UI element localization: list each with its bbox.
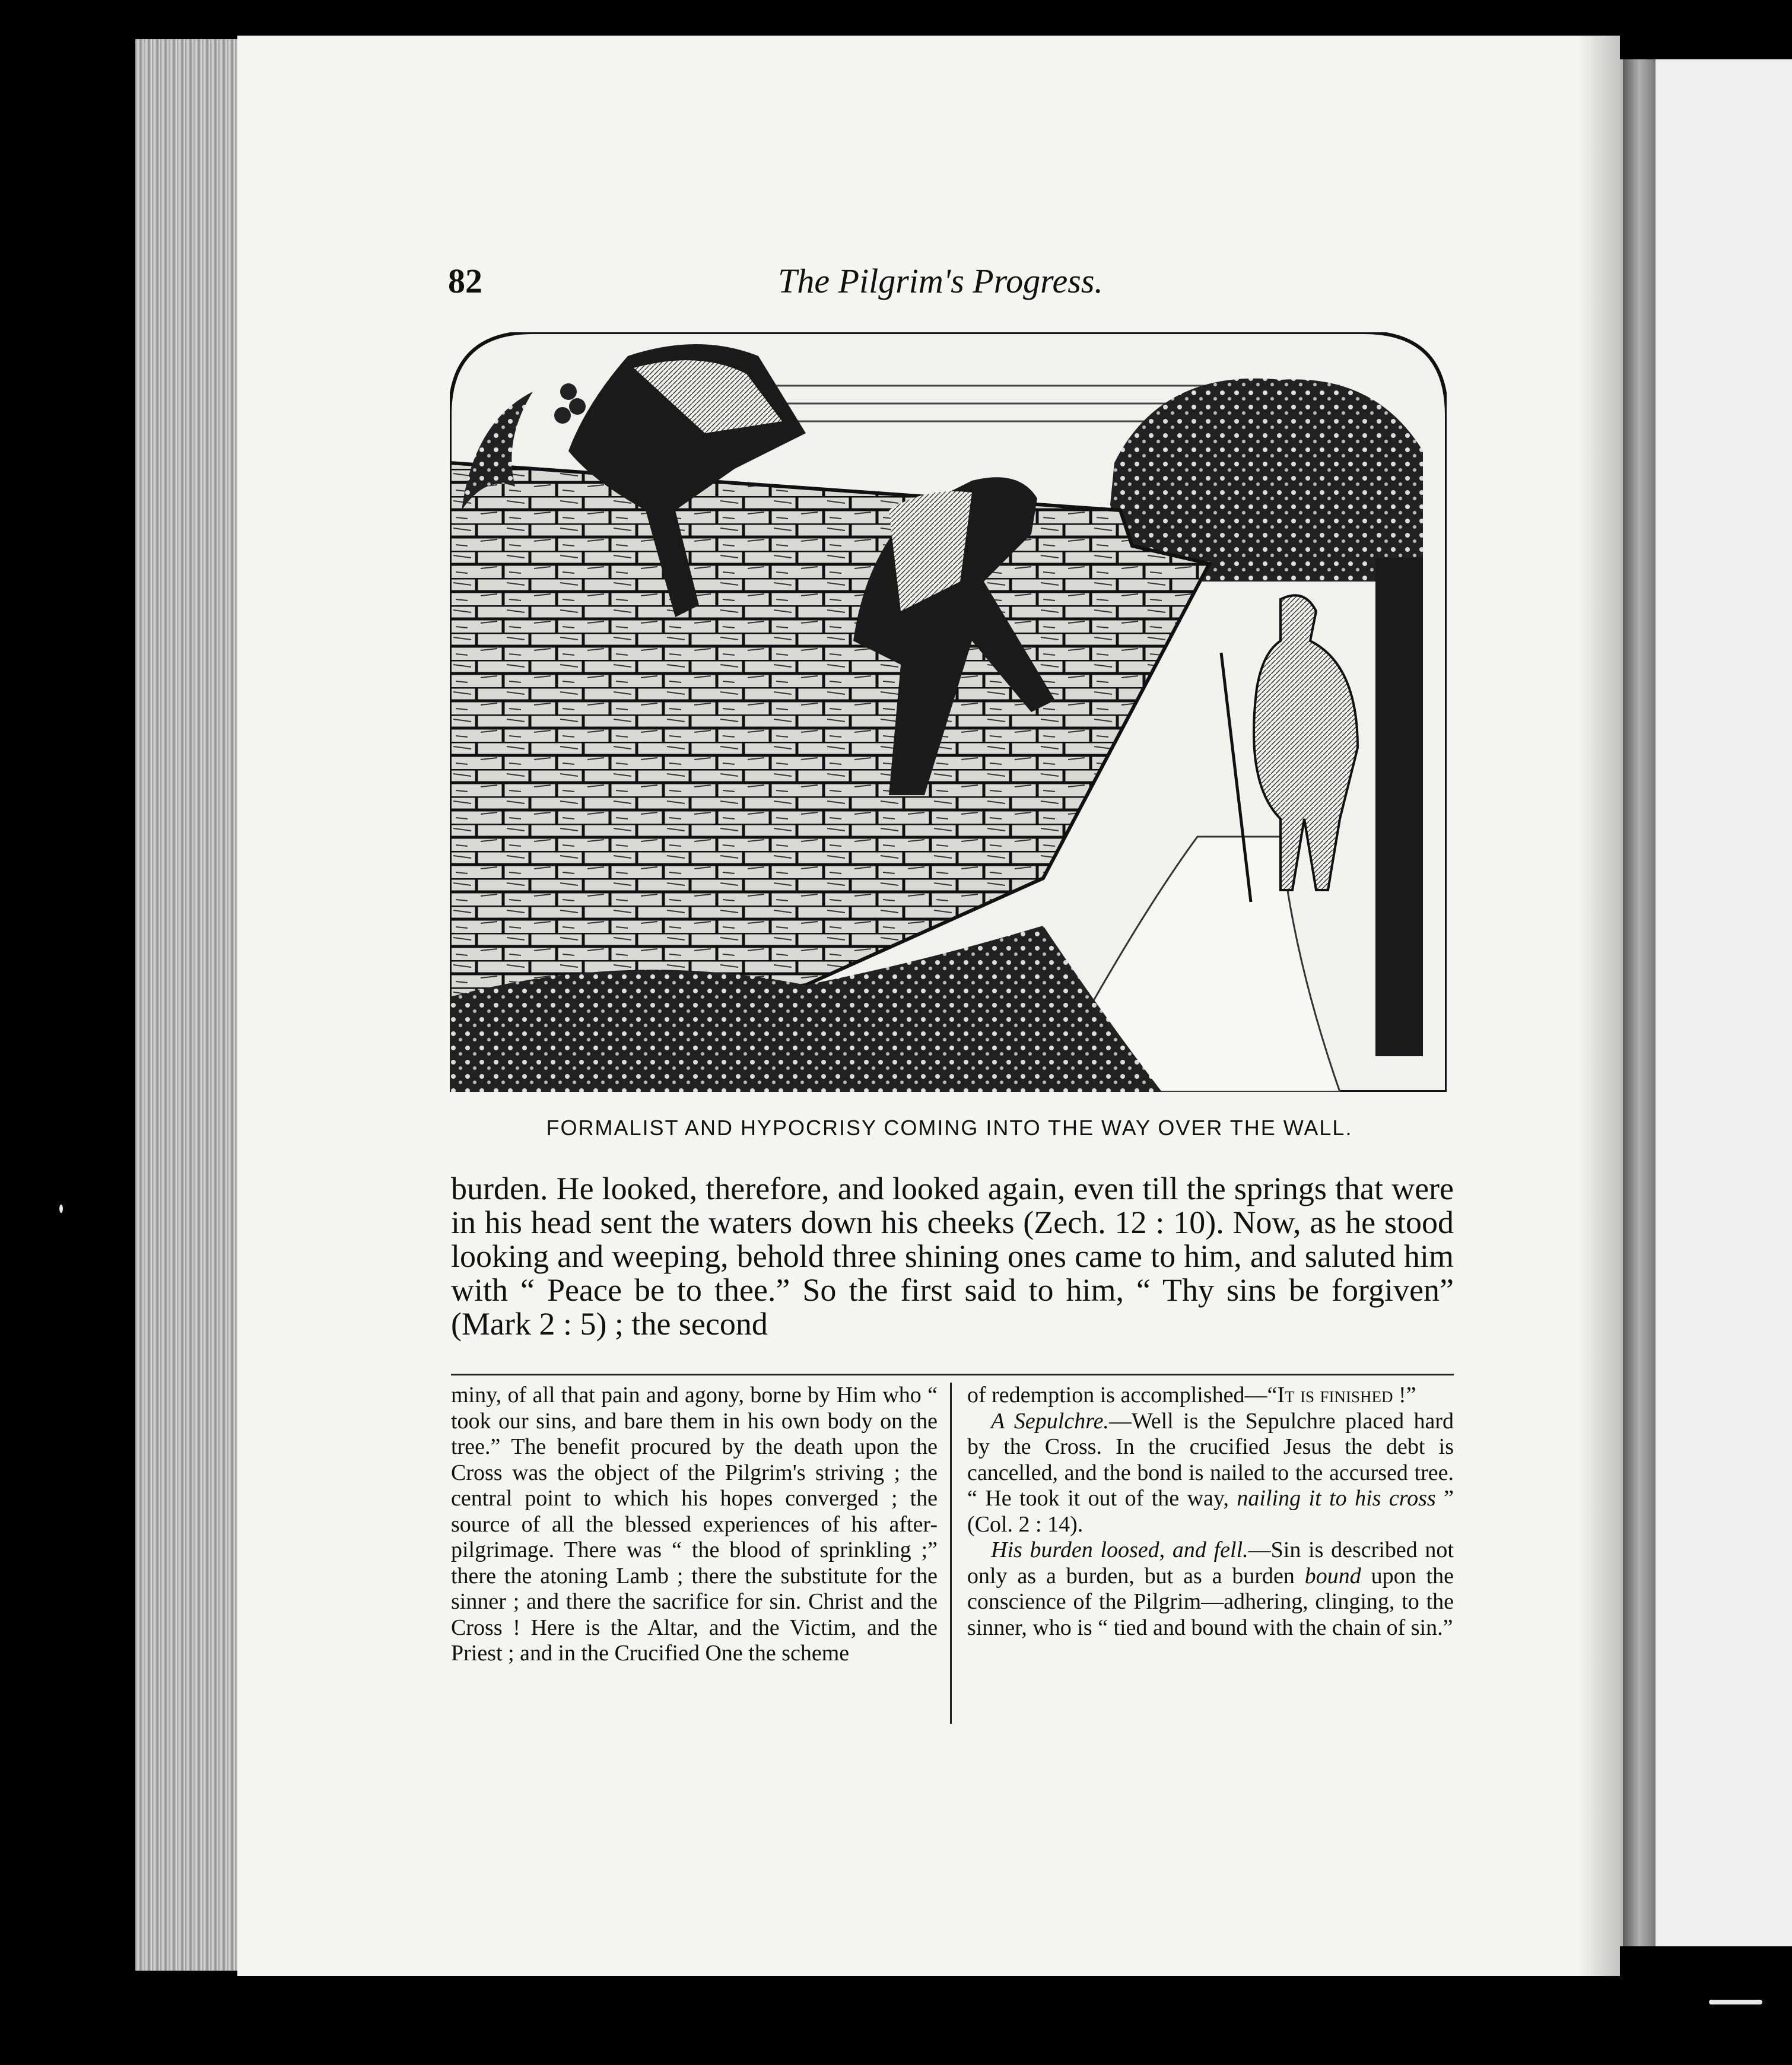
note-text: of redemption is accomplished—“ (967, 1383, 1278, 1408)
note-heading: A Sepulchre. (991, 1408, 1109, 1434)
note-text: ” (1406, 1383, 1416, 1408)
notes-left-column (451, 1383, 938, 1667)
footnote-rule (451, 1374, 1454, 1375)
page-number: 82 (448, 262, 482, 300)
running-title: The Pilgrim's Progress. (778, 262, 1103, 300)
illustration-caption: FORMALIST AND HYPOCRISY COMING INTO THE WAY OVER THE WALL. (546, 1116, 1353, 1140)
note-italic: nailing it to his cross (1237, 1486, 1436, 1511)
running-head (448, 261, 1433, 309)
scan-speck (1709, 2000, 1762, 2004)
note-paragraph (967, 1383, 1454, 1409)
note-text: upon the conscience of the Pilgrim—adhering, clinging, to the sinner, who is “ tied and bound with the chain of sin.” (967, 1563, 1454, 1640)
notes-right-column (967, 1383, 1454, 1641)
scan-speck (59, 1205, 63, 1213)
column-divider (950, 1383, 952, 1724)
note-paragraph (967, 1537, 1454, 1641)
note-paragraph: miny, of all that pain and agony, borne by Him who “ took our sins, and bare them in his own body on the tree.” The benefit procured by the death upon the Cross was the object of the Pilgrim's striving ; the central point to which his hopes converged ; the source of all the blessed experiences of his after-pilgrimage. There was “ the blood of sprinkling ;” there the atoning Lamb ; there the substitute for the sinner ; and there the sacrifice for sin. Christ and the Cross ! Here is the Altar, and the Victim, and the Priest ; and in the Crucified One the scheme (451, 1383, 938, 1666)
gutter-shadow (1578, 36, 1623, 1976)
main-paragraph: burden. He looked, therefore, and looked again, even till the springs that were in his head sent the waters down his cheeks (Zech. 12 : 10). Now, as he stood looking and weeping, behold three shining ones came to him, and saluted him with “ Peace be to thee.” So the first said to him, “ Thy sins be forgiven” (Mark 2 : 5) ; the second (451, 1171, 1454, 1342)
main-text (451, 1172, 1454, 1341)
note-heading: His burden loosed, and fell. (991, 1537, 1248, 1562)
note-text: —Sin is described not only as a burden, but as a burden (967, 1537, 1454, 1589)
engraving-illustration (450, 332, 1447, 1092)
engraving-image (450, 332, 1447, 1092)
facing-page-edge (1623, 59, 1656, 1946)
book-page-edges (135, 39, 243, 1971)
note-italic: bound (1304, 1563, 1361, 1589)
note-text: —Well is the Sepulchre placed hard by the Cross. In the crucified Jesus the debt is cancelled, and the bond is nailed to the accursed tree. “ He took it out of the way, (967, 1408, 1454, 1511)
note-text: ” (Col. 2 : 14). (967, 1486, 1454, 1537)
note-paragraph (967, 1409, 1454, 1538)
note-smallcaps: It is finished ! (1277, 1383, 1406, 1408)
